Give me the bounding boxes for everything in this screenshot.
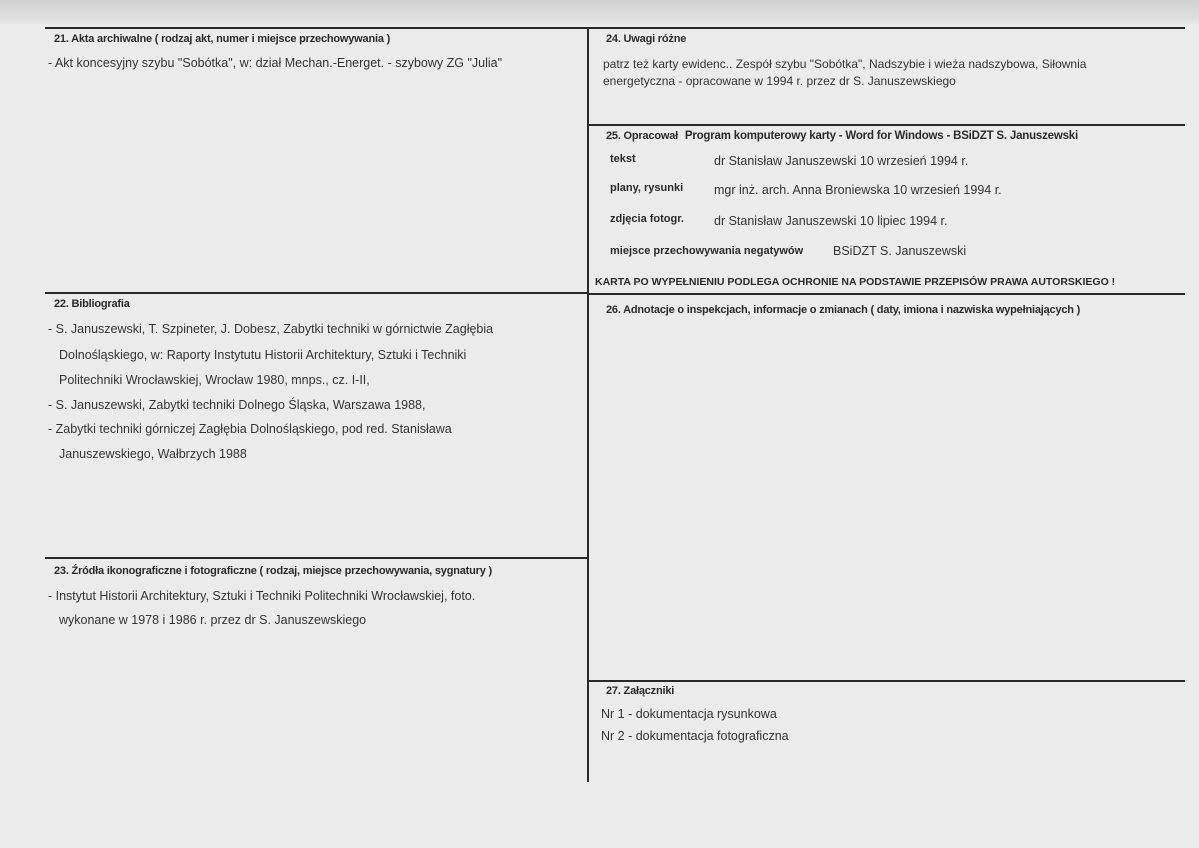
attachment-line: Nr 2 - dokumentacja fotograficzna: [601, 729, 789, 743]
bibliography-line: Politechniki Wrocławskiej, Wrocław 1980, mnps., cz. I-II,: [59, 373, 370, 387]
bibliography-line: - S. Januszewski, Zabytki techniki Dolnego Śląska, Warszawa 1988,: [48, 398, 426, 412]
center-divider: [587, 27, 589, 782]
rule-25: [588, 124, 1185, 126]
bibliography-line: - Zabytki techniki górniczej Zagłębia Dolnośląskiego, pod red. Stanisława: [48, 422, 452, 436]
rule-22: [45, 292, 588, 294]
section-22-heading: 22. Bibliografia: [54, 298, 130, 310]
section-27-heading: 27. Załączniki: [606, 685, 675, 697]
section-25-label: 25. Opracował: [606, 130, 678, 142]
sources-line: wykonane w 1978 i 1986 r. przez dr S. Januszewskiego: [59, 613, 367, 627]
author-label-drawings: plany, rysunki: [610, 182, 684, 194]
remarks-line: energetyczna - opracowane w 1994 r. przez dr S. Januszewskiego: [603, 74, 956, 88]
author-value-photos: dr Stanisław Januszewski 10 lipiec 1994 r.: [714, 214, 948, 228]
section-21-heading: 21. Akta archiwalne ( rodzaj akt, numer i miejsce przechowywania ): [54, 33, 391, 45]
scan-top-band: [0, 0, 1199, 24]
negatives-storage-label: miejsce przechowywania negatywów: [610, 245, 804, 257]
author-value-drawings: mgr inż. arch. Anna Broniewska 10 wrzesień 1994 r.: [714, 183, 1002, 197]
rule-26: [588, 293, 1185, 295]
bibliography-line: Januszewskiego, Wałbrzych 1988: [59, 447, 247, 461]
author-label-photos: zdjęcia fotogr.: [610, 213, 684, 225]
bibliography-line: - S. Januszewski, T. Szpineter, J. Dobesz, Zabytki techniki w górnictwie Zagłębia: [48, 322, 494, 336]
attachment-line: Nr 1 - dokumentacja rysunkowa: [601, 707, 777, 721]
section-26-heading: 26. Adnotacje o inspekcjach, informacje o zmianach ( daty, imiona i nazwiska wypełniających ): [606, 304, 1081, 316]
author-value-text: dr Stanisław Januszewski 10 wrzesień 1994 r.: [714, 154, 969, 168]
section-24-heading: 24. Uwagi różne: [606, 33, 687, 45]
bibliography-line: Dolnośląskiego, w: Raporty Instytutu Historii Architektury, Sztuki i Techniki: [59, 348, 467, 362]
sources-line: - Instytut Historii Architektury, Sztuki i Techniki Politechniki Wrocławskiej, foto.: [48, 589, 476, 603]
author-label-text: tekst: [610, 153, 636, 165]
copyright-notice: KARTA PO WYPEŁNIENIU PODLEGA OCHRONIE NA PODSTAWIE PRZEPISÓW PRAWA AUTORSKIEGO !: [595, 276, 1116, 288]
negatives-storage-value: BSiDZT S. Januszewski: [833, 244, 967, 258]
section-25-program: Program komputerowy karty - Word for Windows - BSiDZT S. Januszewski: [684, 130, 1078, 142]
section-25-heading: [606, 130, 1078, 142]
section-21-text: - Akt koncesyjny szybu "Sobótka", w: dział Mechan.-Energet. - szybowy ZG "Julia": [48, 56, 503, 70]
section-23-heading: 23. Źródła ikonograficzne i fotograficzne ( rodzaj, miejsce przechowywania, sygnatury ): [54, 565, 492, 577]
top-rule: [45, 27, 1185, 29]
rule-23: [45, 557, 588, 559]
rule-27: [588, 680, 1185, 682]
remarks-line: patrz też karty ewidenc.. Zespół szybu "Sobótka", Nadszybie i wieża nadszybowa, Siłownia: [603, 57, 1087, 71]
